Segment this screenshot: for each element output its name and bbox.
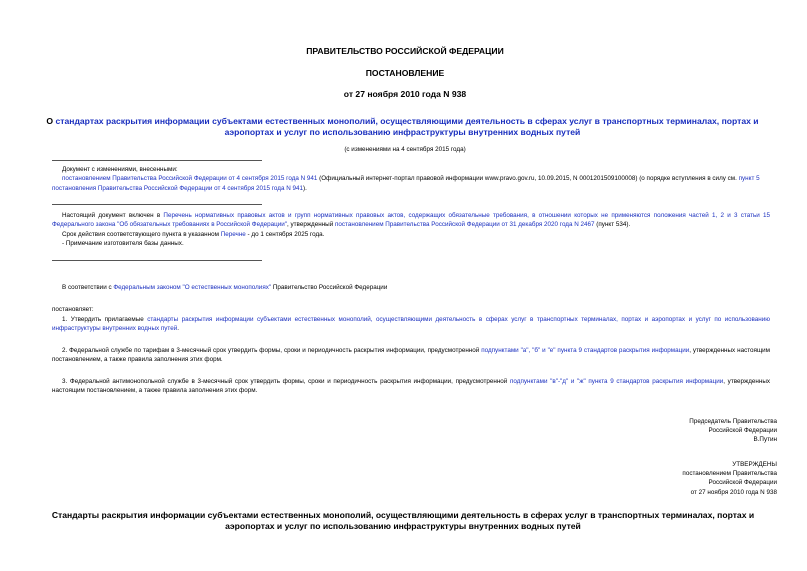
document-title: [30, 116, 775, 138]
natural-monopolies-law-link[interactable]: Федеральным законом "О естественных монополиях": [113, 284, 272, 291]
item-3: 3. Федеральной антимонопольной службе в 3-месячный срок утвердить формы, сроки и периодичность раскрытия информации, предусмотренной подпунктами "в"-"д" и "ж" пункта 9 стандартов раскрытия информации, утвержденных настоящим постановлением, а также правила заполнения этих форм.: [52, 378, 771, 395]
item-1: 1. Утвердить прилагаемые стандарты раскрытия информации субъектами естественных монополий, осуществляющими деятельность в сферах услуг в транспортных терминалах, портах и аэропортах и услуг по использованию инфраструктуры внутренних водных путей.: [52, 316, 770, 333]
divider: [52, 204, 262, 205]
amendment-note: (с изменениями на 4 сентября 2015 года): [344, 146, 466, 153]
standards-title: Стандарты раскрытия информации субъектами естественных монополий, осуществляющими деятельность в сферах услуг в транспортных терминалах, портах и аэропортах и услуг по использованию инфраструктуры внутренних водных путей: [51, 510, 755, 531]
resolution-2467-link[interactable]: постановлением Правительства Российской Федерации от 31 декабря 2020 года N 2467: [334, 221, 595, 229]
preamble: В соответствии с Федеральным законом "О естественных монополиях" Правительство Российской Федерации: [62, 284, 388, 291]
divider: [52, 260, 262, 261]
signature-name: В.Путин: [753, 436, 777, 444]
inclusion-block: [52, 211, 770, 249]
divider: [52, 160, 262, 161]
approval-block: УТВЕРЖДЕНЫ постановлением Правительства Российской Федерации от 27 ноября 2010 года N 938: [682, 461, 777, 496]
document-date: от 27 ноября 2010 года N 938: [343, 89, 467, 99]
document-type: ПОСТАНОВЛЕНИЕ: [365, 68, 445, 78]
signature-country: Российской Федерации: [708, 427, 777, 435]
term-text: Срок действия соответствующего пункта в указанном Перечне - до 1 сентября 2025 года.: [62, 230, 325, 238]
editor-note: - Примечание изготовителя базы данных.: [62, 240, 184, 248]
government-heading: ПРАВИТЕЛЬСТВО РОССИЙСКОЙ ФЕДЕРАЦИИ: [306, 46, 504, 56]
subparagraphs-a-b-e-link[interactable]: подпунктами "а", "б" и "е" пункта 9 стандартов раскрытия информации: [481, 347, 690, 354]
list-link[interactable]: Перечне: [220, 230, 246, 238]
changes-text: постановлением Правительства Российской Федерации от 4 сентября 2015 года N 941 (Официальный интернет-портал правовой информации www.pravo.gov.ru, 10.09.2015, N 0001201509100008) (о порядке вступления в силу см. пункт 5 постановления Правительства Российской Федерации от 4 сентября 2015 года N 941).: [52, 175, 760, 192]
title-prefix: О: [46, 116, 56, 126]
title-link[interactable]: стандартах раскрытия информации субъектами естественных монополий, осуществляющими деятельность в сферах услуг в транспортных терминалах, портах и аэропортах и услуг по использованию инфраструктуры внутренних водных путей: [55, 116, 759, 137]
changes-heading: Документ с изменениями, внесенными:: [62, 166, 178, 173]
item-2: 2. Федеральной службе по тарифам в 3-месячный срок утвердить формы, сроки и периодичность раскрытия информации, предусмотренной подпунктами "а", "б" и "е" пункта 9 стандартов раскрытия информации, утвержденных настоящим постановлением, а также правила заполнения этих форм.: [52, 347, 770, 364]
standards-link[interactable]: стандарты раскрытия информации субъектами естественных монополий, осуществляющими деятельность в сферах услуг в транспортных терминалах, портах и аэропортах и услуг по использованию инфраструктуры внутренних водных путей: [52, 316, 770, 333]
inclusion-text: Настоящий документ включен в Перечень нормативных правовых актов и групп нормативных правовых актов, содержащих обязательные требования, в отношении которых не применяются положения частей 1, 2 и 3 статьи 15 Федерального закона "Об обязательных требованиях в Российской Федерации", утвержденный постановлением Правительства Российской Федерации от 31 декабря 2020 года N 2467 (пункт 534).: [52, 212, 770, 229]
amendment-link[interactable]: постановлением Правительства Российской Федерации от 4 сентября 2015 года N 941: [62, 175, 318, 183]
signature-position: Председатель Правительства: [689, 418, 777, 425]
approved-label: УТВЕРЖДЕНЫ: [732, 461, 777, 468]
subparagraphs-v-d-zh-link[interactable]: подпунктами "в"-"д" и "ж" пункта 9 стандартов раскрытия информации: [510, 378, 724, 385]
changes-block: [52, 165, 770, 193]
signature-block: [689, 417, 777, 445]
requirements-list-link[interactable]: Перечень нормативных правовых актов и групп нормативных правовых актов, содержащих обязательные требования, в отношении которых не применяются положения частей 1, 2 и 3 статьи 15 Федерального закона "Об обязательных требованиях в Российской Федерации": [52, 212, 770, 229]
entry-into-force-link[interactable]: пункт 5 постановления Правительства Российской Федерации от 4 сентября 2015 года N 941: [52, 175, 760, 192]
decides-text: постановляет:: [52, 306, 94, 313]
